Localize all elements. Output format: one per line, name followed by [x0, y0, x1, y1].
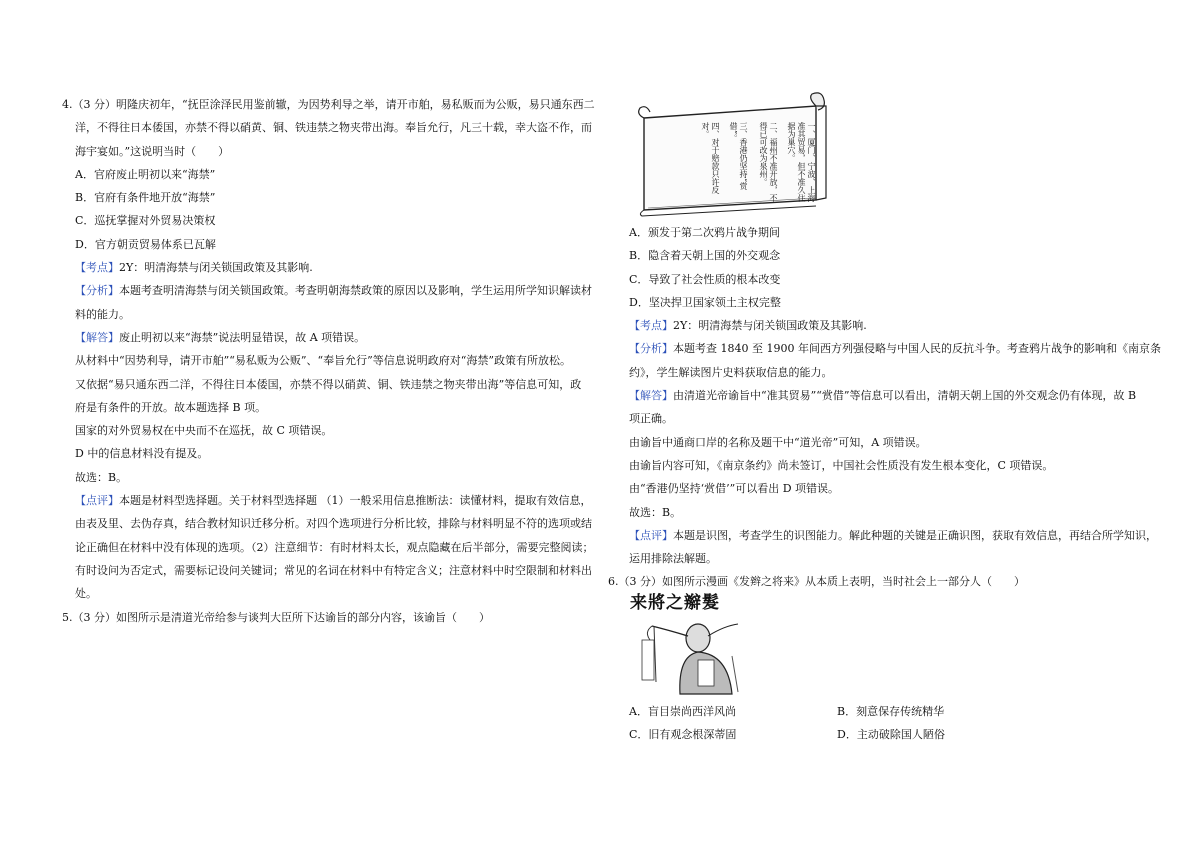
fenxi-tag: 【分析】	[75, 284, 119, 298]
q6-option-b: B．刻意保存传统精华	[837, 704, 945, 718]
dianping-text: 本题是材料型选择题。关于材料型选择题 （1）一般采用信息推断法：读懂材料，提取有效信息，	[119, 494, 592, 508]
q6-options-row-2	[616, 723, 1136, 746]
fenxi-text: 本题考查 1840 至 1900 年间西方列强侵略与中国人民的反抗斗争。考查鸦片战争的影响和《南京条	[673, 342, 1161, 356]
q4-dianping-line: 由表及里、去伪存真，结合教材知识迁移分析。对四个选项进行分析比较，排除与材料明显不符的选项或结	[75, 517, 592, 531]
queue-cartoon-image	[628, 592, 768, 696]
q4-stem-line: 4.（3 分）明隆庆初年，“抚臣涂泽民用鉴前辙，为因势利导之举，请开市舶，易私贩而为公贩，易只通东西二	[62, 98, 595, 111]
right-column	[608, 93, 1161, 746]
q5-jieda-line: 由“香港仍坚持‘赏借’”可以看出 D 项错误。	[629, 482, 840, 496]
q4-jieda-line: 国家的对外贸易权在中央而不在巡抚，故 C 项错误。	[75, 424, 333, 438]
q6-option-a: A．盲目崇尚西洋风尚	[629, 704, 736, 718]
q5-jieda-line: 由谕旨中通商口岸的名称及题干中“道光帝”可知，A 项错误。	[629, 435, 927, 449]
q5-jieda-line: 项正确。	[629, 412, 673, 426]
q6-options-row-1	[616, 700, 1136, 723]
q5-kaodian	[616, 314, 1136, 337]
kaodian-text: 2Y：明清海禁与闭关锁国政策及其影响.	[119, 261, 313, 275]
q4-stem	[62, 93, 594, 163]
scroll-column-2: 二、福州不准开放，不得已可改为泉州。	[759, 122, 778, 202]
q4-jieda-line: 从材料中“因势利导，请开市舶”“易私贩为公贩”、“奉旨允行”等信息说明政府对“海禁”政策有所放松。	[75, 354, 571, 368]
kaodian-tag: 【考点】	[75, 261, 119, 275]
q4-option-c: C．巡抚掌握对外贸易决策权	[75, 214, 216, 228]
q5-jieda-line: 故选：B。	[629, 505, 682, 519]
scroll-column-1: 一、厦门、宁波、上海准其贸易，但不准久住据为巢穴。	[787, 122, 816, 202]
q5-option-a: A．颁发于第二次鸦片战争期间	[629, 226, 780, 239]
q4-jieda-line: 又依据“易只通东西二洋，不得往日本倭国，亦禁不得以硝黄、铜、铁违禁之物夹带出海”等信息可知，政	[75, 377, 582, 391]
jieda-text: 由清道光帝谕旨中“准其贸易”“赏借”等信息可以看出，清朝天朝上国的外交观念仍有体现，故 B	[673, 389, 1137, 403]
q4-jieda-line: D 中的信息材料没有提及。	[75, 447, 209, 461]
q5-jieda	[616, 384, 1136, 407]
left-column	[62, 93, 594, 629]
q5-jieda-line: 由谕旨内容可知，《南京条约》尚未签订，中国社会性质没有发生根本变化，C 项错误。	[629, 458, 1054, 472]
q4-dianping-line: 论正确但在材料中没有体现的选项。（2）注意细节：有时材料太长，观点隐藏在后半部分，需要完整阅读；	[75, 540, 594, 554]
dianping-text: 本题是识图，考查学生的识图能力。解此种题的关键是正确识图，获取有效信息，再结合所学知识，	[673, 528, 1157, 542]
q4-jieda	[62, 326, 594, 349]
dianping-tag: 【点评】	[629, 528, 673, 542]
q5-dianping-line: 运用排除法解题。	[629, 552, 717, 566]
scroll-column-4: 四、对于赔款只许反对。	[701, 122, 720, 194]
jieda-tag: 【解答】	[75, 330, 119, 344]
jieda-tag: 【解答】	[629, 389, 673, 403]
fenxi-text: 本题考查明清海禁与闭关锁国政策。考查明朝海禁政策的原因以及影响，学生运用所学知识解读材	[119, 284, 592, 298]
fenxi-tag: 【分析】	[629, 342, 673, 356]
q4-option-a: A．官府废止明初以来“海禁”	[75, 167, 216, 181]
scroll-column-3: 三、香港仍坚持“赏借”。	[729, 122, 748, 191]
q5-dianping	[616, 524, 1157, 547]
q6-stem: 6.（3 分）如图所示漫画《发辫之将来》从本质上表明，当时社会上一部分人（ ）	[608, 575, 1025, 589]
q4-fenxi-cont: 料的能力。	[75, 307, 130, 321]
q4-jieda-line: 故选：B。	[75, 470, 128, 484]
kaodian-text: 2Y：明清海禁与闭关锁国政策及其影响.	[673, 319, 867, 333]
q4-options	[62, 163, 594, 256]
kaodian-tag: 【考点】	[629, 319, 673, 333]
cartoon-title: 来將之辮髮	[630, 592, 720, 613]
q5-fenxi-cont: 约》，学生解读图片史料获取信息的能力。	[629, 365, 833, 379]
q5-option-c: C．导致了社会性质的根本改变	[629, 272, 781, 286]
q4-dianping-line: 有时设问为否定式，需要标记设问关键词；常见的名词在材料中有特定含义；注意材料中时空限制和材料出	[75, 563, 592, 577]
dianping-tag: 【点评】	[75, 494, 119, 508]
q4-stem-line: 洋，不得往日本倭国，亦禁不得以硝黄、铜、铁违禁之物夹带出海。奉旨允行，凡三十载，幸大盗不作，而	[75, 121, 592, 135]
q4-dianping-line: 处。	[75, 587, 97, 601]
q5-stem: 5.（3 分）如图所示是清道光帝给参与谈判大臣所下达谕旨的部分内容，该谕旨（ ）	[62, 610, 490, 624]
q6-option-d: D．主动破除国人陋俗	[837, 728, 945, 742]
q4-stem-line: 海宇宴如。”这说明当时（ ）	[75, 144, 230, 158]
q4-fenxi	[62, 279, 594, 302]
q5-fenxi	[616, 337, 1161, 360]
q4-option-d: D．官方朝贡贸易体系已瓦解	[75, 237, 216, 251]
q5-option-b: B．隐含着天朝上国的外交观念	[629, 249, 781, 263]
q4-option-b: B．官府有条件地开放“海禁”	[75, 191, 216, 205]
q5-option-d: D．坚决捍卫国家领土主权完整	[629, 295, 781, 309]
q6-option-c: C．旧有观念根深蒂固	[629, 728, 737, 742]
edict-scroll-image	[630, 92, 830, 218]
q4-dianping	[62, 489, 594, 512]
cartoon-drawing	[628, 596, 768, 696]
jieda-text: 废止明初以来“海禁”说法明显错误，故 A 项错误。	[119, 330, 366, 344]
q4-kaodian	[62, 256, 594, 279]
q4-jieda-line: 府是有条件的开放。故本题选择 B 项。	[75, 400, 267, 414]
